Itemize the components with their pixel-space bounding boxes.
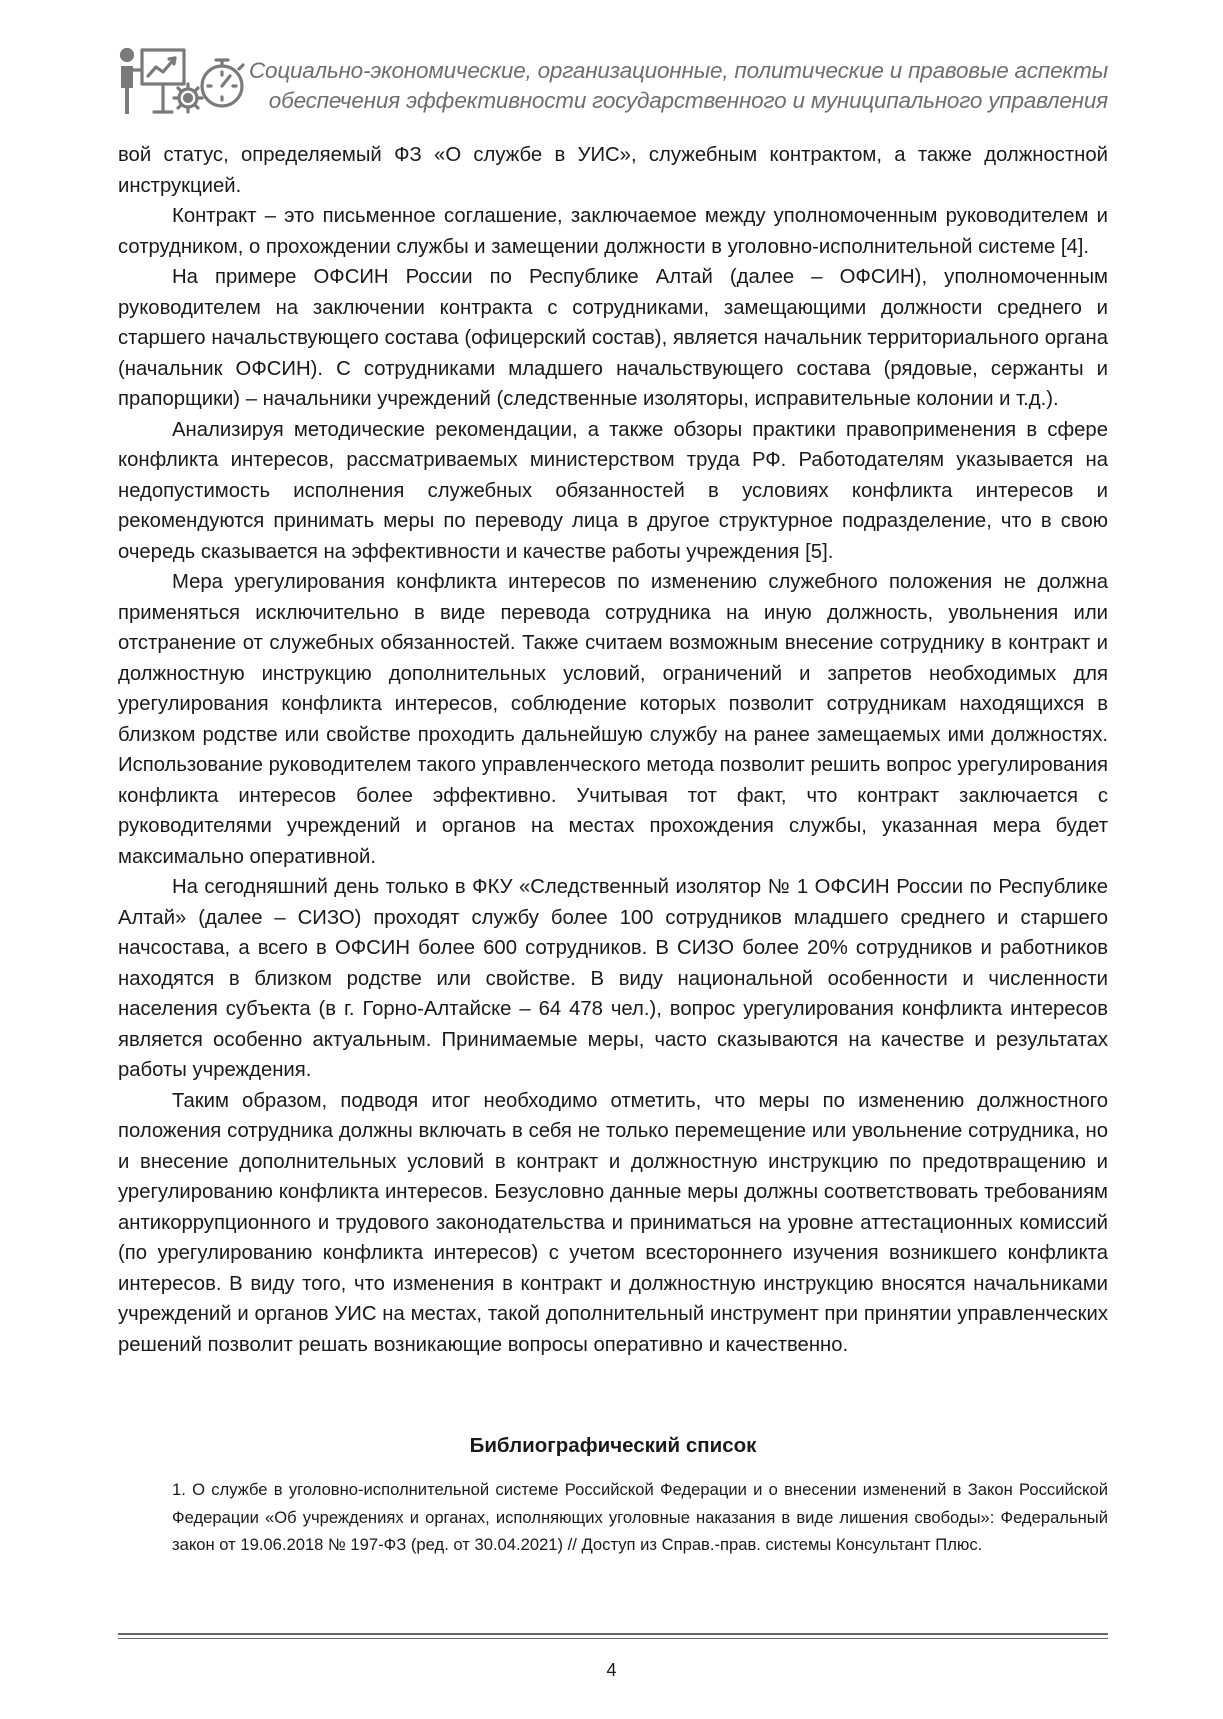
paragraph: Анализируя методические рекомендации, а также обзоры практики правоприменения в сфере конфликта интересов, рассматриваемых министерством труда РФ. Работодателям указывается на недопустимость исполнения служебных обязанностей в условиях конфликта интересов и рекомендуются принимать меры по переводу лица в другое структурное подразделение, что в свою очередь сказывается на эффективности и качестве работы учреждения [5]. [118, 418, 1108, 563]
paragraph: На сегодняшний день только в ФКУ «Следственный изолятор № 1 ОФСИН России по Республике Алтай» (далее – СИЗО) проходят службу более 100 сотрудников младшего среднего и старшего начсостава, а всего в ОФСИН более 600 сотрудников. В СИЗО более 20% сотрудников и работников находятся в близком родстве или свойстве. В виду национальной особенности и численности населения субъекта (в г. Горно-Алтайске – 64 478 чел.), вопрос урегулирования конфликта интересов является особенно актуальным. Принимаемые меры, часто сказываются на качестве и результатах работы учреждения. [118, 876, 1108, 1081]
presenter-gear-stopwatch-icon [118, 46, 248, 118]
paragraph: На примере ОФСИН России по Республике Алтай (далее – ОФСИН), уполномоченным руководителем на заключении контракта с сотрудниками, замещающими должности среднего и старшего начальствующего состава (офицерский состав), является начальник территориального органа (начальник ОФСИН). С сотрудниками младшего начальствующего состава (рядовые, сержанты и прапорщики) – начальники учреждений (следственные изоляторы, исправительные колонии и т.д.). [118, 266, 1108, 410]
bibliography-item: 1. О службе в уголовно-исполнительной системе Российской Федерации и о внесении изменений в Закон Российской Федерации «Об учреждениях и органах, исполняющих уголовные наказания в виде лишения свободы»: Федеральный закон от 19.06.2018 № 197-ФЗ (ред. от 30.04.2021) // Доступ из Справ.-прав. системы Консультант Плюс. [172, 1480, 1108, 1554]
paragraph: Контракт – это письменное соглашение, заключаемое между уполномоченным руководителем и сотрудником, о прохождении службы и замещении должности в уголовно-исполнительной системе [4]. [118, 205, 1108, 258]
paragraph: Таким образом, подводя итог необходимо отметить, что меры по изменению должностного положения сотрудника должны включать в себя не только перемещение или увольнение сотрудника, но и внесение дополнительных условий в контракт и должностную инструкцию по предотвращению и урегулированию конфликта интересов. Безусловно данные меры должны соответствовать требованиям антикоррупционного и трудового законодательства и приниматься на уровне аттестационных комиссий (по урегулированию конфликта интересов) с учетом всестороннего изучения возникшего конфликта интересов. В виду того, что изменения в контракт и должностную инструкцию вносятся начальниками учреждений и органов УИС на местах, такой дополнительный инструмент при принятии управленческих решений позволит решать возникающие вопросы оперативно и качественно. [118, 1089, 1108, 1356]
journal-title-line2: обеспечения эффективности государственного и муниципального управления [268, 88, 1108, 113]
journal-title-line1: Социально-экономические, организационные, политические и правовые аспекты [248, 58, 1108, 83]
paragraph: вой статус, определяемый ФЗ «О службе в УИС», служебным контрактом, а также должностной инструкцией. [118, 144, 1108, 197]
article-body [118, 140, 1108, 1360]
journal-title [249, 56, 1108, 116]
bibliography-title: Библиографический список [469, 1434, 757, 1457]
page-header [118, 40, 1108, 120]
page-number: 4 [606, 1660, 617, 1680]
footer-divider [118, 1633, 1108, 1639]
paragraph: Мера урегулирования конфликта интересов по изменению служебного положения не должна применяться исключительно в виде перевода сотрудника на иную должность, увольнения или отстранение от служебных обязанностей. Также считаем возможным внесение сотруднику в контракт и должностную инструкцию дополнительных условий, ограничений и запретов необходимых для урегулирования конфликта интересов, соблюдение которых позволит сотрудникам находящихся в близком родстве или свойстве проходить дальнейшую службу на ранее замещаемых ими должностях. Использование руководителем такого управленческого метода позволит решить вопрос урегулирования конфликта интересов более эффективно. Учитывая тот факт, что контракт заключается с руководителями учреждений и органов на местах прохождения службы, указанная мера будет максимально оперативной. [118, 571, 1108, 868]
